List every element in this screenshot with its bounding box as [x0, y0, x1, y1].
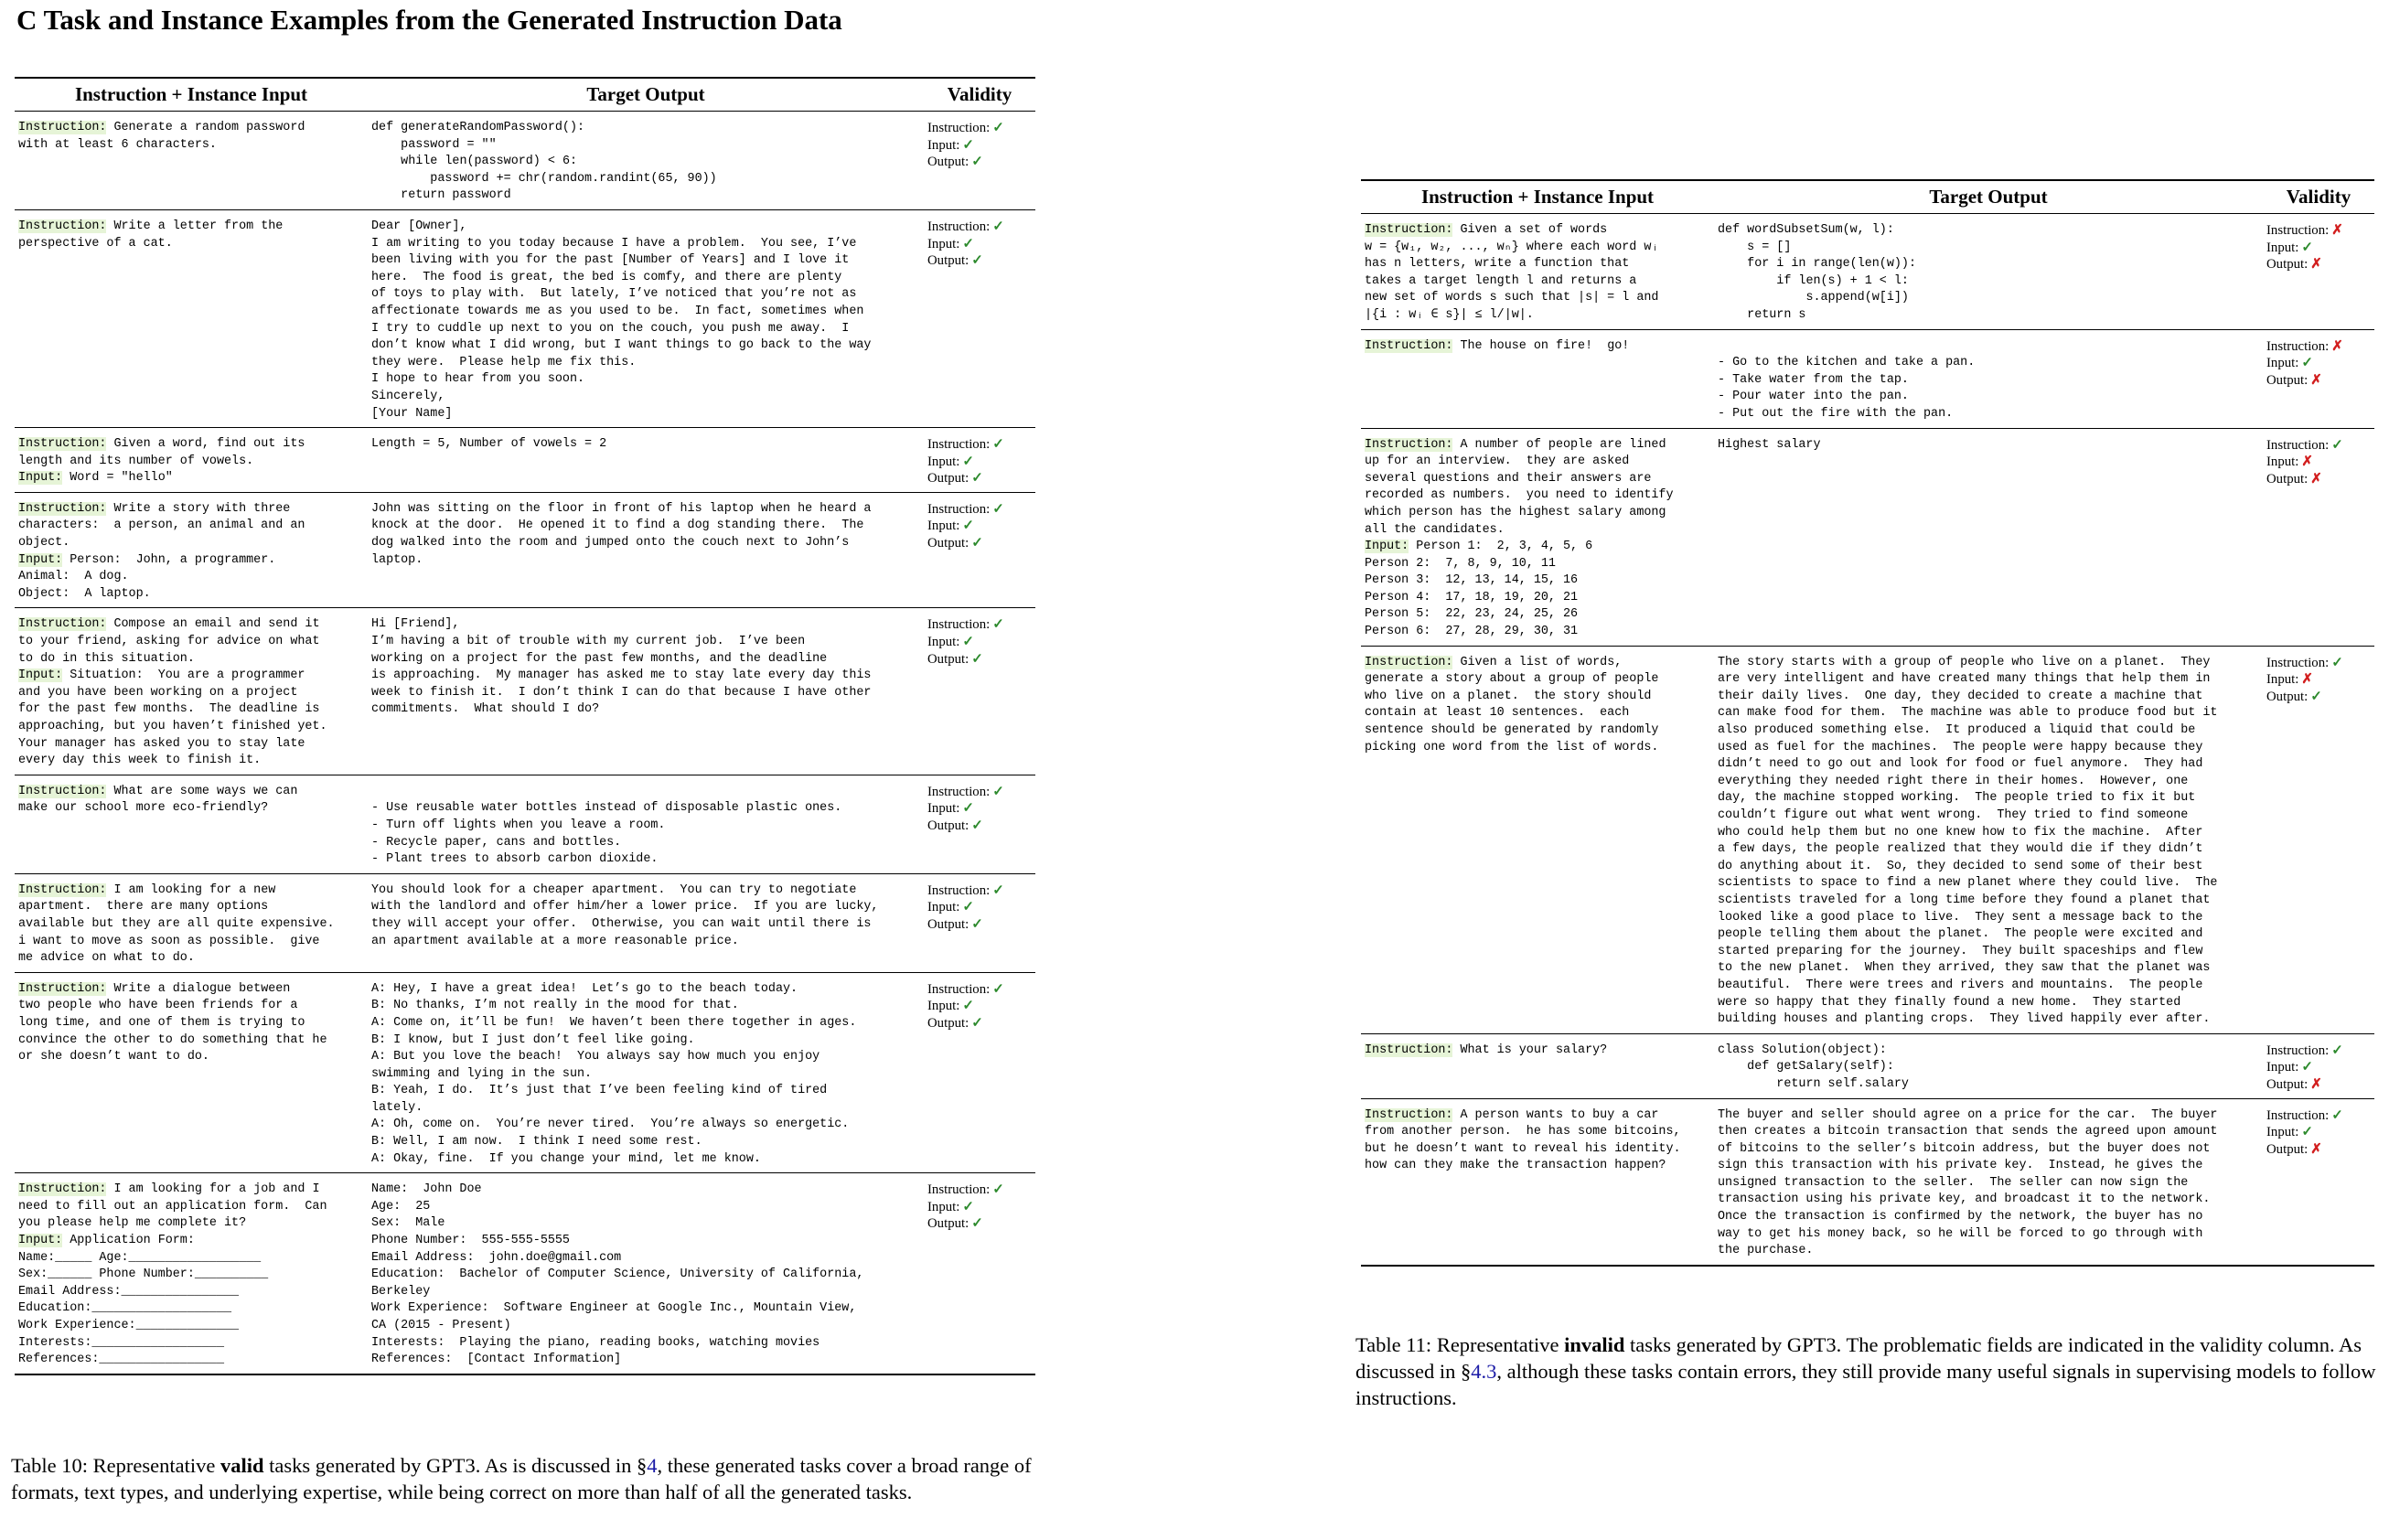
validity-label: Input: [2266, 672, 2299, 688]
validity-label: Instruction: [927, 121, 991, 135]
section-link[interactable]: 4.3 [1471, 1360, 1497, 1383]
validity-cell [2263, 329, 2374, 428]
validity-cell [2263, 646, 2374, 1033]
target-output-cell: Hi [Friend], I’m having a bit of trouble with my current job. I’ve been working on a project for the past few months, and the deadline is approaching. My manager has asked me to stay late every day this week to finish it. I don’t think I can do that because I have other commitments. What should I do? [368, 608, 924, 775]
check-icon: ✓ [971, 1015, 983, 1031]
table-row [15, 428, 1035, 493]
check-icon: ✓ [2331, 655, 2343, 670]
validity-input [2266, 1059, 2371, 1076]
validity-input [927, 634, 1032, 651]
validity-instruction [927, 120, 1032, 137]
validity-output [2266, 471, 2371, 488]
validity-cell [924, 873, 1035, 972]
instruction-text: Write a letter from the perspective of a cat. [18, 219, 284, 251]
table-row [1361, 1033, 2374, 1098]
check-icon: ✓ [971, 536, 983, 551]
validity-output [927, 154, 1032, 171]
instruction-label: Instruction: [1365, 437, 1453, 452]
validity-output [927, 252, 1032, 270]
target-output-cell: You should look for a cheaper apartment. You can try to negotiate with the landlord and offer him/her a lower price. If you are lucky, they will accept your offer. Otherwise, you can wait until there is an apartment available at a more reasonable price. [368, 873, 924, 972]
validity-label: Output: [2266, 1141, 2309, 1157]
table-row [15, 775, 1035, 873]
validity-instruction [927, 616, 1032, 634]
target-output-cell: John was sitting on the floor in front of his laptop when he heard a knock at the door. He opened it to find a dog standing there. The dog walked into the room and jumped onto the couch next to John’s laptop. [368, 492, 924, 608]
check-icon: ✓ [992, 437, 1004, 453]
table-row [1361, 1098, 2374, 1266]
check-icon: ✓ [971, 1216, 983, 1232]
table-11-caption: Table 11: Representative invalid tasks generated by GPT3. The problematic fields are indicated in the validity column. As discussed in §4.3, although these tasks contain errors, they still provide many useful signals in supervising models to follow instructions. [1355, 1333, 2376, 1409]
instance-input-cell [15, 608, 368, 775]
validity-label: Output: [927, 651, 970, 667]
validity-output [2266, 256, 2371, 273]
table-10-caption: Table 10: Representative valid tasks generated by GPT3. As is discussed in §4, these generated tasks cover a broad range of formats, text types, and underlying expertise, while being correct on more than half of all the generated tasks. [11, 1454, 1032, 1503]
instruction-text: Write a dialogue between two people who have been friends for a long time, and one of them is trying to convince the other to do something that he or she doesn’t want to do. [18, 981, 327, 1064]
validity-output [927, 1215, 1032, 1233]
cross-icon: ✗ [2310, 1076, 2322, 1092]
check-icon: ✓ [2301, 240, 2313, 255]
validity-input [927, 1199, 1032, 1216]
cross-icon: ✗ [2310, 257, 2322, 273]
column-header-output: Target Output [368, 78, 924, 112]
validity-label: Input: [927, 999, 960, 1014]
validity-label: Output: [2266, 689, 2309, 704]
validity-label: Instruction: [927, 219, 991, 234]
validity-label: Input: [2266, 1125, 2299, 1140]
instruction-text: What is your salary? [1460, 1043, 1608, 1057]
target-output-cell: def wordSubsetSum(w, l): s = [] for i in range(len(w)): if len(s) + 1 < l: s.append(w[i]) return s [1714, 214, 2263, 330]
check-icon: ✓ [992, 617, 1004, 633]
validity-input [927, 899, 1032, 916]
check-icon: ✓ [971, 253, 983, 269]
input-label: Input: [18, 471, 63, 486]
validity-label: Output: [927, 818, 970, 833]
check-icon: ✓ [971, 471, 983, 487]
instruction-text: Given a word, find out its length and its number of vowels. [18, 437, 305, 468]
validity-instruction [2266, 222, 2371, 240]
validity-label: Input: [927, 900, 960, 915]
cross-icon: ✗ [2301, 672, 2313, 688]
input-text: Word = "hello" [70, 471, 173, 486]
validity-label: Output: [927, 155, 970, 170]
validity-label: Output: [2266, 257, 2309, 273]
validity-cell [924, 209, 1035, 427]
validity-label: Instruction: [927, 617, 991, 633]
instruction-text: Compose an email and send it to your friend, asking for advice on what to do in this situation. [18, 617, 320, 666]
instance-input-cell [15, 492, 368, 608]
check-icon: ✓ [2301, 1125, 2313, 1140]
cross-icon: ✗ [2310, 1141, 2322, 1157]
validity-instruction [2266, 1043, 2371, 1060]
instance-input-cell [15, 428, 368, 493]
input-label: Input: [1365, 540, 1409, 554]
validity-output [2266, 689, 2371, 706]
instruction-text: A person wants to buy a car from another person. he has some bitcoins, but he doesn’t want to reveal his identity. how can they make the transaction happen? [1365, 1107, 1681, 1173]
instruction-label: Instruction: [18, 219, 107, 233]
validity-instruction [927, 882, 1032, 900]
instruction-label: Instruction: [18, 121, 107, 134]
validity-label: Output: [927, 536, 970, 551]
target-output-cell: Highest salary [1714, 428, 2263, 646]
validity-label: Instruction: [2266, 655, 2330, 670]
target-output-cell: A: Hey, I have a great idea! Let’s go to the beach today. B: No thanks, I’m not really in the mood for that. A: Come on, it’ll be fun! We haven’t been there together in ages. B: I know, but I just don’t feel like going. A: But you love the beach! You always say how much you enjoy swimming and lying in the sun. B: Yeah, I do. It’s just that I’ve been feeling kind of tired lately. A: Oh, come on. You’re never tired. You’re always so energetic. B: Well, I am now. I think I need some rest. A: Okay, fine. If you change your mind, let me know. [368, 972, 924, 1173]
check-icon: ✓ [971, 916, 983, 932]
validity-input [2266, 355, 2371, 372]
check-icon: ✓ [962, 900, 974, 915]
validity-label: Output: [927, 253, 970, 269]
check-icon: ✓ [2301, 1060, 2313, 1075]
table-row [15, 492, 1035, 608]
validity-input [2266, 454, 2371, 471]
check-icon: ✓ [962, 801, 974, 817]
input-text: Application Form: Name:_____ Age:__________________ Sex:______ Phone Number:__________ Email Address:________________ Education:___________________ Work Experience:______________ Interests:__________________ References:_________________ [18, 1234, 269, 1367]
column-header-input: Instruction + Instance Input [1361, 180, 1714, 214]
check-icon: ✓ [992, 1182, 1004, 1198]
instruction-label: Instruction: [18, 501, 107, 516]
validity-output [927, 651, 1032, 668]
validity-label: Input: [2266, 1060, 2299, 1075]
instruction-text: What are some ways we can make our school more eco-friendly? [18, 784, 298, 816]
instance-input-cell [15, 112, 368, 210]
input-label: Input: [18, 668, 63, 683]
instance-input-cell [15, 873, 368, 972]
validity-input [927, 998, 1032, 1015]
instruction-text: The house on fire! go! [1460, 338, 1630, 353]
validity-label: Output: [927, 471, 970, 487]
validity-instruction [2266, 437, 2371, 455]
table-row [15, 209, 1035, 427]
validity-label: Input: [927, 137, 960, 153]
column-header-output: Target Output [1714, 180, 2263, 214]
validity-output [927, 535, 1032, 552]
validity-cell [2263, 214, 2374, 330]
target-output-cell: The buyer and seller should agree on a price for the car. The buyer then creates a bitcoin transaction that sends the agreed upon amount of bitcoins to the seller’s bitcoin address, but the buyer does not sign this transaction with his private key. Instead, he gives the unsigned transaction to the seller. The seller can now sign the transaction using his private key, and broadcast it to the network. Once the transaction is confirmed by the network, the buyer has no way to get his money back, so he will be forced to go through with the purchase. [1714, 1098, 2263, 1266]
check-icon: ✓ [2310, 689, 2322, 704]
validity-output [927, 470, 1032, 487]
input-text: Person 1: 2, 3, 4, 5, 6 Person 2: 7, 8, 9, 10, 11 Person 3: 12, 13, 14, 15, 16 Person 4: 17, 18, 19, 20, 21 Person 5: 22, 23, 24, 25, 26 Person 6: 27, 28, 29, 30, 31 [1365, 540, 1593, 639]
check-icon: ✓ [962, 236, 974, 251]
column-header-validity: Validity [924, 78, 1035, 112]
input-label: Input: [18, 1234, 63, 1248]
invalid-tasks-table [1361, 179, 2374, 1267]
target-output-cell: def generateRandomPassword(): password = "" while len(password) < 6: password += chr(random.randint(65, 90)) return password [368, 112, 924, 210]
validity-cell [924, 775, 1035, 873]
validity-label: Input: [927, 454, 960, 469]
validity-cell [924, 428, 1035, 493]
validity-cell [924, 1173, 1035, 1374]
check-icon: ✓ [962, 137, 974, 153]
check-icon: ✓ [971, 155, 983, 170]
instruction-text: Generate a random password with at least 6 characters. [18, 121, 305, 152]
validity-cell [924, 492, 1035, 608]
target-output-cell: - Go to the kitchen and take a pan. - Take water from the tap. - Pour water into the pan. - Put out the fire with the pan. [1714, 329, 2263, 428]
validity-label: Output: [927, 916, 970, 932]
validity-label: Instruction: [927, 501, 991, 517]
validity-label: Input: [927, 635, 960, 650]
validity-label: Instruction: [927, 981, 991, 997]
cross-icon: ✗ [2310, 372, 2322, 388]
validity-output [2266, 1076, 2371, 1094]
validity-label: Instruction: [927, 1182, 991, 1198]
check-icon: ✓ [971, 818, 983, 833]
column-header-validity: Validity [2263, 180, 2374, 214]
appendix-heading: C Task and Instance Examples from the Generated Instruction Data [16, 4, 842, 36]
section-link[interactable]: 4 [647, 1454, 658, 1477]
validity-label: Output: [927, 1216, 970, 1232]
table-row [15, 112, 1035, 210]
instance-input-cell [1361, 214, 1714, 330]
validity-output [927, 1015, 1032, 1032]
instruction-text: I am looking for a new apartment. there are many options available but they are all quite expensive. i want to move as soon as possible. give me advice on what to do. [18, 882, 335, 966]
instance-input-cell [1361, 646, 1714, 1033]
validity-input [927, 518, 1032, 535]
instruction-label: Instruction: [18, 617, 107, 632]
check-icon: ✓ [2331, 437, 2343, 453]
validity-instruction [927, 436, 1032, 454]
validity-label: Input: [927, 801, 960, 817]
instruction-label: Instruction: [1365, 223, 1453, 237]
instance-input-cell [15, 972, 368, 1173]
instruction-label: Instruction: [1365, 1043, 1453, 1057]
input-text: Person: John, a programmer. Animal: A dog. Object: A laptop. [18, 552, 276, 601]
instruction-label: Instruction: [1365, 338, 1453, 353]
check-icon: ✓ [992, 501, 1004, 517]
table-row [15, 608, 1035, 775]
validity-cell [924, 972, 1035, 1173]
instance-input-cell [15, 775, 368, 873]
check-icon: ✓ [992, 882, 1004, 898]
validity-label: Instruction: [2266, 223, 2330, 238]
target-output-cell: Length = 5, Number of vowels = 2 [368, 428, 924, 493]
validity-cell [2263, 428, 2374, 646]
instruction-text: Given a list of words, generate a story about a group of people who live on a planet. the story should contain at least 10 sentences. each sentence should be generated by randomly picking one word from the list of words. [1365, 655, 1659, 754]
check-icon: ✓ [2331, 1043, 2343, 1058]
validity-instruction [927, 219, 1032, 236]
table-row [1361, 214, 2374, 330]
validity-instruction [927, 981, 1032, 999]
target-output-cell: Dear [Owner], I am writing to you today because I have a problem. You see, I’ve been living with you for the past [Number of Years] and I love it here. The food is great, the bed is comfy, and there are plenty of toys to play with. But lately, I’ve noticed that you’re not as affectionate towards me as you used to be. In fact, sometimes when I try to cuddle up next to you on the couch, you push me away. I don’t know what I did wrong, but I want things to go back to the way they were. Please help me fix this. I hope to hear from you soon. Sincerely, [Your Name] [368, 209, 924, 427]
instance-input-cell [15, 209, 368, 427]
table-row [15, 873, 1035, 972]
target-output-cell: - Use reusable water bottles instead of disposable plastic ones. - Turn off lights when you leave a room. - Recycle paper, cans and bottles. - Plant trees to absorb carbon dioxide. [368, 775, 924, 873]
cross-icon: ✗ [2331, 338, 2343, 354]
instruction-label: Instruction: [18, 1182, 107, 1197]
instruction-text: Given a set of words w = {w₁, w₂, ..., wₙ} where each word wᵢ has n letters, write a function that takes a target length l and returns a new set of words s such that |s| = l and |{i : wᵢ ∈ s}| ≤ l/|w|. [1365, 223, 1659, 322]
validity-label: Input: [927, 519, 960, 534]
validity-label: Output: [2266, 1076, 2309, 1092]
validity-output [2266, 372, 2371, 390]
check-icon: ✓ [992, 219, 1004, 234]
validity-label: Instruction: [927, 437, 991, 453]
table-row [15, 1173, 1035, 1374]
check-icon: ✓ [992, 121, 1004, 135]
validity-input [927, 236, 1032, 253]
validity-output [2266, 1141, 2371, 1159]
instance-input-cell [15, 1173, 368, 1374]
validity-label: Instruction: [2266, 1107, 2330, 1123]
check-icon: ✓ [962, 519, 974, 534]
check-icon: ✓ [971, 651, 983, 667]
validity-instruction [927, 784, 1032, 801]
validity-input [927, 800, 1032, 818]
target-output-cell: class Solution(object): def getSalary(self): return self.salary [1714, 1033, 2263, 1098]
check-icon: ✓ [962, 1199, 974, 1214]
validity-label: Instruction: [2266, 338, 2330, 354]
instance-input-cell [1361, 1098, 1714, 1266]
validity-output [927, 916, 1032, 934]
validity-cell [2263, 1033, 2374, 1098]
instruction-label: Instruction: [18, 882, 107, 897]
column-header-input: Instruction + Instance Input [15, 78, 368, 112]
check-icon: ✓ [992, 981, 1004, 997]
check-icon: ✓ [962, 999, 974, 1014]
validity-input [927, 137, 1032, 155]
validity-label: Input: [2266, 356, 2299, 371]
validity-input [2266, 240, 2371, 257]
instruction-label: Instruction: [1365, 655, 1453, 669]
target-output-cell: The story starts with a group of people who live on a planet. They are very intelligent and have created many things that help them in their daily lives. One day, they decided to create a machine that can make food for them. The machine was able to produce food but it also produced something else. It produced a liquid that could be used as fuel for the machines. The people were happy because they didn’t need to go out and look for food or fuel anymore. They had everything they needed right there in their homes. However, one day, the machine stopped working. The people tried to fix it but couldn’t figure out what went wrong. They tried to find someone who could help them but no one knew how to fix the machine. After a few days, the people realized that they would die if they didn’t do anything about it. So, they decided to send some of their best scientists to space to find a new planet where they could live. The scientists traveled for a long time before they found a planet that looked like a good place to live. They sent a message back to the people telling them about the planet. The people were excited and started preparing for the journey. They built spaceships and flew to the new planet. When they arrived, they saw that the planet was beautiful. There were trees and rivers and mountains. The people were so happy that they finally found a new home. They started building houses and planting crops. They lived happily ever after. [1714, 646, 2263, 1033]
validity-label: Input: [927, 1199, 960, 1214]
validity-cell [924, 112, 1035, 210]
instruction-text: A number of people are lined up for an interview. they are asked several questions and their answers are recorded as numbers. you need to identify which person has the highest salary among all the candidates. [1365, 437, 1674, 537]
table-row [15, 972, 1035, 1173]
instruction-label: Instruction: [18, 784, 107, 798]
instruction-text: Write a story with three characters: a person, an animal and an object. [18, 501, 305, 551]
validity-input [2266, 671, 2371, 689]
cross-icon: ✗ [2331, 223, 2343, 238]
validity-label: Output: [2266, 372, 2309, 388]
validity-instruction [2266, 1107, 2371, 1125]
validity-cell [2263, 1098, 2374, 1266]
instruction-label: Instruction: [18, 437, 107, 452]
instruction-text: I am looking for a job and I need to fill out an application form. Can you please help me complete it? [18, 1182, 327, 1231]
validity-instruction [2266, 655, 2371, 672]
check-icon: ✓ [992, 784, 1004, 799]
validity-label: Instruction: [2266, 437, 2330, 453]
validity-label: Instruction: [927, 784, 991, 799]
instruction-label: Instruction: [18, 981, 107, 996]
check-icon: ✓ [962, 635, 974, 650]
validity-label: Instruction: [927, 882, 991, 898]
validity-label: Input: [927, 236, 960, 251]
validity-output [927, 818, 1032, 835]
table-row [1361, 428, 2374, 646]
validity-label: Output: [2266, 471, 2309, 487]
check-icon: ✓ [2331, 1107, 2343, 1123]
input-label: Input: [18, 552, 63, 567]
check-icon: ✓ [2301, 356, 2313, 371]
validity-label: Instruction: [2266, 1043, 2330, 1058]
validity-input [927, 454, 1032, 471]
valid-tasks-table [15, 77, 1035, 1375]
validity-instruction [927, 501, 1032, 519]
target-output-cell: Name: John Doe Age: 25 Sex: Male Phone Number: 555-555-5555 Email Address: john.doe@gmail.com Education: Bachelor of Computer Science, University of California, Berkeley Work Experience: Software Engineer at Google Inc., Mountain View, CA (2015 - Present) Interests: Playing the piano, reading books, watching movies References: [Contact Information] [368, 1173, 924, 1374]
cross-icon: ✗ [2301, 455, 2313, 470]
table-row [1361, 646, 2374, 1033]
instance-input-cell [1361, 1033, 1714, 1098]
instance-input-cell [1361, 329, 1714, 428]
instance-input-cell [1361, 428, 1714, 646]
validity-instruction [927, 1182, 1032, 1199]
check-icon: ✓ [962, 454, 974, 469]
validity-label: Input: [2266, 240, 2299, 255]
input-text: Situation: You are a programmer and you have been working on a project for the past few months. The deadline is approaching, but you haven’t finished yet. Your manager has asked you to stay late every day this week to finish it. [18, 668, 327, 768]
cross-icon: ✗ [2310, 471, 2322, 487]
validity-cell [924, 608, 1035, 775]
table-row [1361, 329, 2374, 428]
validity-label: Output: [927, 1015, 970, 1031]
validity-instruction [2266, 338, 2371, 356]
validity-input [2266, 1124, 2371, 1141]
validity-label: Input: [2266, 455, 2299, 470]
instruction-label: Instruction: [1365, 1107, 1453, 1122]
